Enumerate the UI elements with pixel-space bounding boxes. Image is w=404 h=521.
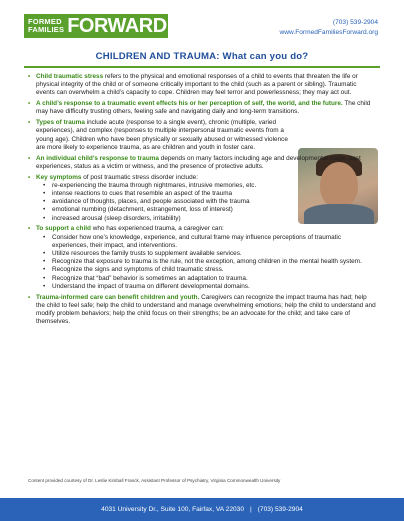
logo-text-families: FAMILIES <box>28 25 65 34</box>
content-credit: Content provided courtesy of Dr. Leslie Kimball Franck, Assistant Professor of Psychiatry, Virginia Commonwealth University <box>28 478 281 483</box>
logo-text-formed: FORMED <box>28 17 62 26</box>
footer-bar <box>0 498 404 521</box>
symptom-list <box>36 182 376 223</box>
formed-families-forward-logo <box>24 14 168 38</box>
section-text: The child may have difficulty trusting others, feeling safe and navigating daily and long-term transitions. <box>36 100 371 116</box>
list-item: • Recognize that exposure to trauma is the rule, not the exception, among children in the mental health system. <box>36 258 376 266</box>
footer-address: 4031 University Dr., Suite 100, Fairfax, VA 22030 <box>101 506 244 513</box>
bullet-icon: • <box>28 173 31 181</box>
section-trauma-informed-care <box>28 294 376 327</box>
list-item: • Recognize that “bad” behavior is sometimes an adaptation to trauma. <box>36 275 376 283</box>
section-key-symptoms <box>28 174 376 223</box>
footer-separator: | <box>250 506 252 513</box>
bullet-icon: • <box>28 293 31 301</box>
bullet-icon: • <box>28 100 31 108</box>
section-text: depends on many factors including age and developmental stage, past experiences, status as a victim or witness, and the presence of protective adults. <box>36 154 361 170</box>
section-lead: An individual child’s response to trauma <box>36 154 159 162</box>
list-item: • avoidance of thoughts, places, and people associated with the trauma <box>36 198 376 206</box>
list-item: • Recognize the signs and symptoms of child traumatic stress. <box>36 266 376 274</box>
list-item: • Understand the impact of trauma on different developmental domains. <box>36 283 376 291</box>
section-types-of-trauma <box>28 119 298 152</box>
list-item: • increased arousal (sleep disorders, irritability) <box>36 215 376 223</box>
section-text: include acute (response to a single event), chronic (multiple, varied experiences), and complex (responses to multiple interpersonal traumatic events from a young age). Children who have been physically or sexually abused or witnessed violence are more likely to experience trauma, as are children and youth in foster care. <box>36 119 288 151</box>
bullet-icon: • <box>28 73 31 80</box>
article-body <box>28 73 376 329</box>
footer-phone: (703) 539-2904 <box>257 506 303 513</box>
bullet-icon: • <box>28 154 31 162</box>
section-child-traumatic-stress <box>28 73 376 98</box>
header-website-link[interactable]: www.FormedFamiliesForward.org <box>279 29 378 36</box>
section-lead: Child traumatic stress <box>36 73 104 80</box>
header-contact <box>279 18 378 38</box>
section-lead: Trauma-informed care can benefit children and youth. <box>36 293 200 301</box>
bullet-icon: • <box>28 119 31 127</box>
section-text: of post traumatic stress disorder include: <box>81 173 198 181</box>
section-response-perception <box>28 100 376 116</box>
logo-text-forward: FORWARD <box>67 14 167 37</box>
section-individual-response <box>28 155 376 171</box>
section-lead: Key symptoms <box>36 173 82 181</box>
list-item: • Utilize resources the family trusts to supplement available services. <box>36 250 376 258</box>
list-item: • intense reactions to cues that resemble an aspect of the trauma <box>36 190 376 198</box>
page-title: CHILDREN AND TRAUMA: What can you do? <box>95 51 309 62</box>
header-phone: (703) 539-2904 <box>332 19 378 26</box>
section-lead: Types of trauma <box>36 119 85 127</box>
list-item: • re-experiencing the trauma through nightmares, intrusive memories, etc. <box>36 182 376 190</box>
section-lead: A child’s response to a traumatic event effects his or her perception of self, the world, and the future. <box>36 100 343 108</box>
section-support-a-child <box>28 225 376 291</box>
section-lead: To support a child <box>36 225 91 233</box>
title-divider <box>24 66 380 68</box>
bullet-icon: • <box>28 225 31 233</box>
support-list <box>36 234 376 291</box>
list-item: • Consider how one’s knowledge, experience, and cultural frame may influence perceptions of traumatic experiences, their impact, and interventions. <box>36 234 376 250</box>
section-text: Caregivers can recognize the impact trauma has had; help the child to feel safe; help the child to understand and manage overwhelming emotions; help the child to understand and modify problem behaviors; help the child focus on their strengths; be an advocate for the child; and take care of themselves. <box>36 293 376 326</box>
list-item: • emotional numbing (detachment, estrangement, loss of interest) <box>36 206 376 214</box>
section-text: who has experienced trauma, a caregiver can: <box>90 225 224 233</box>
section-text: refers to the physical and emotional responses of a child to events that threaten the life or physical integrity of the child or of someone critically important to the child (such as a parent or sibling). Traumatic events can overwhelm a child’s capacity to cope. Children may feel terror and powerlessness; they may act out. <box>36 73 358 97</box>
